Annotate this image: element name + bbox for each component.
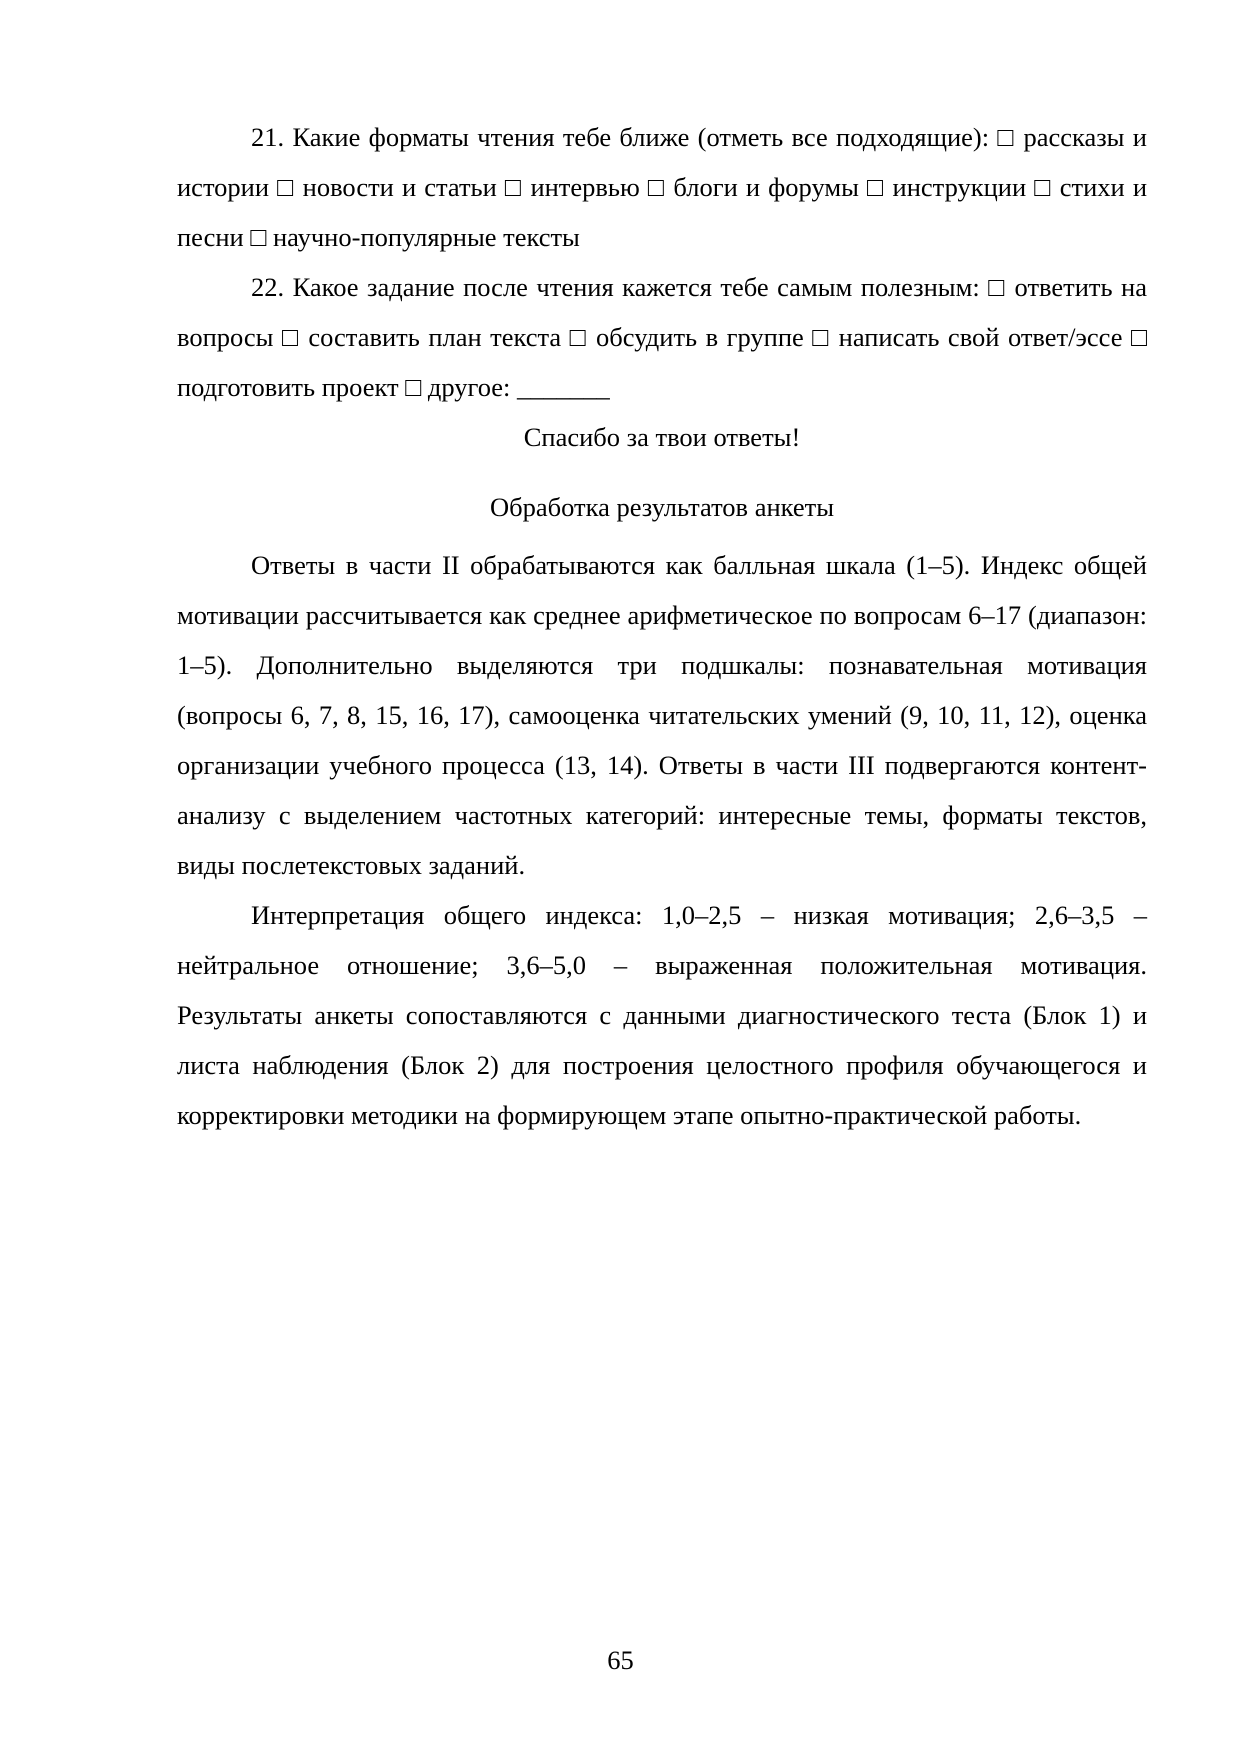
section-heading: Обработка результатов анкеты bbox=[490, 492, 834, 522]
thanks-line: Спасибо за твои ответы! bbox=[523, 422, 801, 452]
question-21: 21. Какие форматы чтения тебе ближе (отметь все подходящие): □ рассказы и истории □ новости и статьи □ интервью □ блоги и форумы □ инструкции □ стихи и песни □ научно-популярные тексты bbox=[177, 122, 1147, 252]
page-number: 65 bbox=[607, 1645, 634, 1675]
question-22: 22. Какое задание после чтения кажется тебе самым полезным: □ ответить на вопросы □ составить план текста □ обсудить в группе □ написать свой ответ/эссе □ подготовить проект □ другое: _______ bbox=[177, 272, 1147, 402]
processing-paragraph: Ответы в части II обрабатываются как балльная шкала (1–5). Индекс общей мотивации рассчитывается как среднее арифметическое по вопросам 6–17 (диапазон: 1–5). Дополнительно выделяются три подшкалы: познавательная мотивация (вопросы 6, 7, 8, 15, 16, 17), самооценка читательских умений (9, 10, 11, 12), оценка организации учебного процесса (13, 14). Ответы в части III подвергаются контент-анализу с выделением частотных категорий: интересные темы, форматы текстов, виды послетекстовых заданий. bbox=[177, 550, 1147, 880]
page-body bbox=[177, 112, 1147, 1140]
interpretation-paragraph: Интерпретация общего индекса: 1,0–2,5 – низкая мотивация; 2,6–3,5 – нейтральное отношение; 3,6–5,0 – выраженная положительная мотивация. Результаты анкеты сопоставляются с данными диагностического теста (Блок 1) и листа наблюдения (Блок 2) для построения целостного профиля обучающегося и корректировки методики на формирующем этапе опытно-практической работы. bbox=[177, 900, 1147, 1130]
